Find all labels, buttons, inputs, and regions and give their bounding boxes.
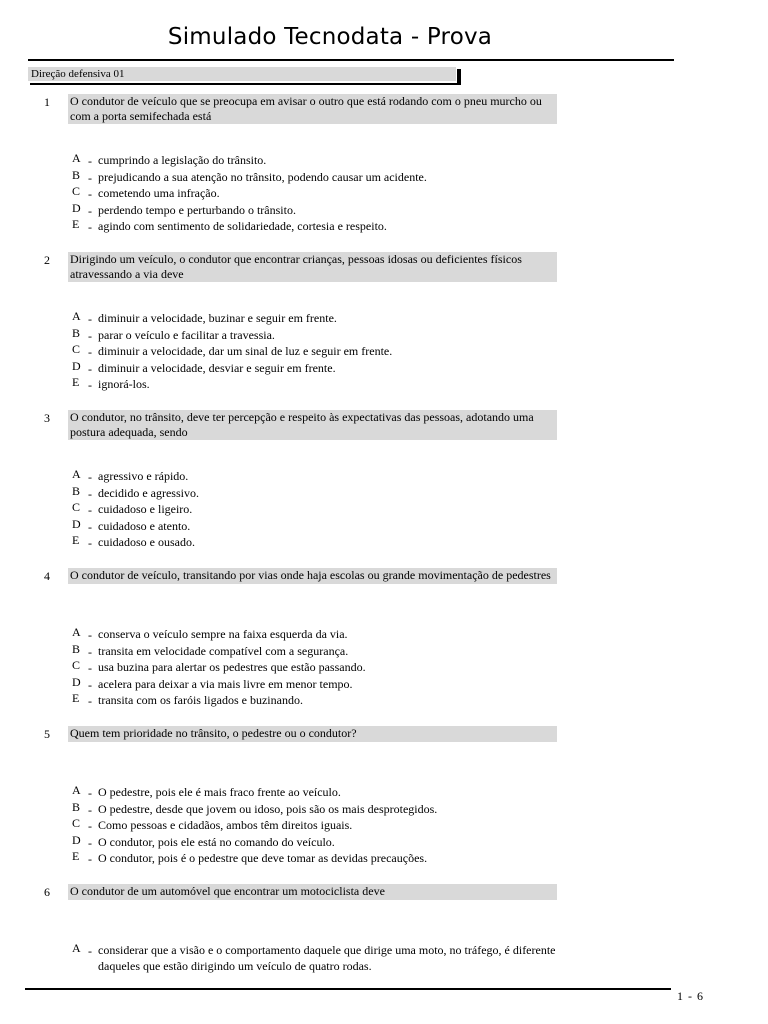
option-letter: D <box>72 674 81 689</box>
option-letter: D <box>72 516 81 531</box>
option-dash: - <box>88 536 92 550</box>
question-text: O condutor, no trânsito, deve ter percepção e respeito às expectativas das pessoas, adotando uma postura adequada, sendo <box>68 410 557 440</box>
question-1 <box>0 94 768 244</box>
option-dash: - <box>88 312 92 326</box>
option-text: cuidadoso e ousado. <box>98 535 195 549</box>
option-letter: D <box>72 358 81 373</box>
option-text: considerar que a visão e o comportamento daquele que dirige uma moto, no tráfego, é diferente daqueles que estão dirigindo um veículo de quatro rodas. <box>98 943 556 973</box>
option-letter: C <box>72 342 81 356</box>
option-e <box>0 219 768 236</box>
question-2 <box>0 252 768 402</box>
option-text: O pedestre, pois ele é mais fraco frente ao veículo. <box>98 785 341 799</box>
option-a <box>0 469 768 486</box>
option-text: decidido e agressivo. <box>98 485 199 500</box>
question-4 <box>0 568 768 718</box>
option-letter: E <box>72 849 80 863</box>
option-list <box>0 627 768 710</box>
option-text: agindo com sentimento de solidariedade, cortesia e respeito. <box>98 219 387 233</box>
option-list <box>0 153 768 236</box>
option-e <box>0 851 768 868</box>
option-text: O condutor, pois é o pedestre que deve tomar as devidas precauções. <box>98 851 428 865</box>
option-letter: B <box>72 799 81 814</box>
option-letter: D <box>72 832 81 847</box>
option-b <box>0 325 768 345</box>
option-text: cometendo uma infração. <box>98 186 220 200</box>
option-b <box>0 641 768 661</box>
option-dash: - <box>88 519 92 534</box>
option-text: perdendo tempo e perturbando o trânsito. <box>98 202 296 217</box>
option-dash: - <box>88 503 92 517</box>
question-number: 5 <box>44 727 50 741</box>
option-dash: - <box>88 154 92 168</box>
option-text: transita em velocidade compatível com a segurança. <box>98 643 349 658</box>
option-c <box>0 186 768 203</box>
option-letter: B <box>72 641 81 656</box>
option-letter: B <box>72 483 81 498</box>
option-text: O pedestre, desde que jovem ou idoso, pois são os mais desprotegidos. <box>98 801 438 816</box>
option-text: conserva o veículo sempre na faixa esquerda da via. <box>98 627 348 641</box>
option-dash: - <box>88 677 92 692</box>
option-text: acelera para deixar a via mais livre em menor tempo. <box>98 676 353 691</box>
footer-divider <box>25 988 671 990</box>
option-dash: - <box>88 361 92 376</box>
option-letter: A <box>72 941 81 955</box>
option-e <box>0 535 768 552</box>
option-letter: D <box>72 200 81 215</box>
option-text: usa buzina para alertar os pedestres que estão passando. <box>98 660 366 674</box>
option-text: parar o veículo e facilitar a travessia. <box>98 327 275 342</box>
option-dash: - <box>88 819 92 833</box>
question-6 <box>0 884 768 984</box>
option-dash: - <box>88 661 92 675</box>
option-letter: C <box>72 184 81 198</box>
option-letter: E <box>72 691 80 705</box>
option-dash: - <box>88 486 92 501</box>
question-number: 6 <box>44 885 50 899</box>
option-a <box>0 943 768 977</box>
option-dash: - <box>88 628 92 642</box>
option-letter: C <box>72 816 81 830</box>
option-b <box>0 799 768 819</box>
option-b <box>0 483 768 503</box>
option-dash: - <box>88 470 92 484</box>
option-d <box>0 200 768 220</box>
option-dash: - <box>88 378 92 392</box>
option-dash: - <box>88 187 92 201</box>
option-letter: A <box>72 309 81 323</box>
option-dash: - <box>88 203 92 218</box>
question-text: Quem tem prioridade no trânsito, o pedestre ou o condutor? <box>68 726 557 742</box>
option-list <box>0 785 768 868</box>
option-letter: A <box>72 467 81 481</box>
option-dash: - <box>88 694 92 708</box>
option-letter: A <box>72 625 81 639</box>
option-d <box>0 674 768 694</box>
option-dash: - <box>88 170 92 185</box>
question-text: O condutor de veículo que se preocupa em avisar o outro que está rodando com o pneu murcho ou com a porta semifechada está <box>68 94 557 124</box>
option-dash: - <box>88 220 92 234</box>
option-text: transita com os faróis ligados e buzinando. <box>98 693 303 707</box>
option-letter: E <box>72 533 80 547</box>
option-text: ignorá-los. <box>98 377 150 391</box>
page-title: Simulado Tecnodata - Prova <box>167 24 493 50</box>
option-text: diminuir a velocidade, dar um sinal de luz e seguir em frente. <box>98 344 393 358</box>
option-letter: A <box>72 783 81 797</box>
option-text: Como pessoas e cidadãos, ambos têm direitos iguais. <box>98 818 353 832</box>
option-dash: - <box>88 802 92 817</box>
option-a <box>0 153 768 170</box>
option-text: prejudicando a sua atenção no trânsito, podendo causar um acidente. <box>98 169 427 184</box>
option-letter: C <box>72 500 81 514</box>
option-dash: - <box>88 835 92 850</box>
option-dash: - <box>88 644 92 659</box>
question-number: 4 <box>44 569 50 583</box>
question-text: O condutor de um automóvel que encontrar um motociclista deve <box>68 884 557 900</box>
question-3 <box>0 410 768 560</box>
option-a <box>0 627 768 644</box>
option-c <box>0 344 768 361</box>
option-text: O condutor, pois ele está no comando do veículo. <box>98 834 335 849</box>
option-c <box>0 818 768 835</box>
option-dash: - <box>88 944 92 958</box>
question-text: O condutor de veículo, transitando por vias onde haja escolas ou grande movimentação de pedestres <box>68 568 557 584</box>
option-c <box>0 660 768 677</box>
header-divider <box>28 59 674 61</box>
option-d <box>0 832 768 852</box>
option-dash: - <box>88 345 92 359</box>
option-list <box>0 943 768 977</box>
option-e <box>0 377 768 394</box>
option-b <box>0 167 768 187</box>
page-number: 1 - 6 <box>677 989 704 1003</box>
option-text: cumprindo a legislação do trânsito. <box>98 153 267 167</box>
option-text: cuidadoso e ligeiro. <box>98 502 193 516</box>
option-letter: E <box>72 375 80 389</box>
option-e <box>0 693 768 710</box>
option-d <box>0 358 768 378</box>
question-number: 1 <box>44 95 50 109</box>
question-5 <box>0 726 768 876</box>
option-dash: - <box>88 852 92 866</box>
option-letter: C <box>72 658 81 672</box>
section-shadow-bottom <box>30 83 461 85</box>
option-a <box>0 311 768 328</box>
option-d <box>0 516 768 536</box>
option-text: cuidadoso e atento. <box>98 518 191 533</box>
option-text: agressivo e rápido. <box>98 469 189 483</box>
option-letter: E <box>72 217 80 231</box>
option-letter: A <box>72 151 81 165</box>
option-letter: B <box>72 167 81 182</box>
question-number: 3 <box>44 411 50 425</box>
question-number: 2 <box>44 253 50 267</box>
option-dash: - <box>88 328 92 343</box>
section-label: Direção defensiva 01 <box>28 67 456 81</box>
option-list <box>0 311 768 394</box>
option-dash: - <box>88 786 92 800</box>
option-text: diminuir a velocidade, desviar e seguir em frente. <box>98 360 336 375</box>
question-text: Dirigindo um veículo, o condutor que encontrar crianças, pessoas idosas ou deficientes físicos atravessando a via deve <box>68 252 557 282</box>
option-c <box>0 502 768 519</box>
option-a <box>0 785 768 802</box>
option-text: diminuir a velocidade, buzinar e seguir em frente. <box>98 311 337 325</box>
option-letter: B <box>72 325 81 340</box>
option-list <box>0 469 768 552</box>
